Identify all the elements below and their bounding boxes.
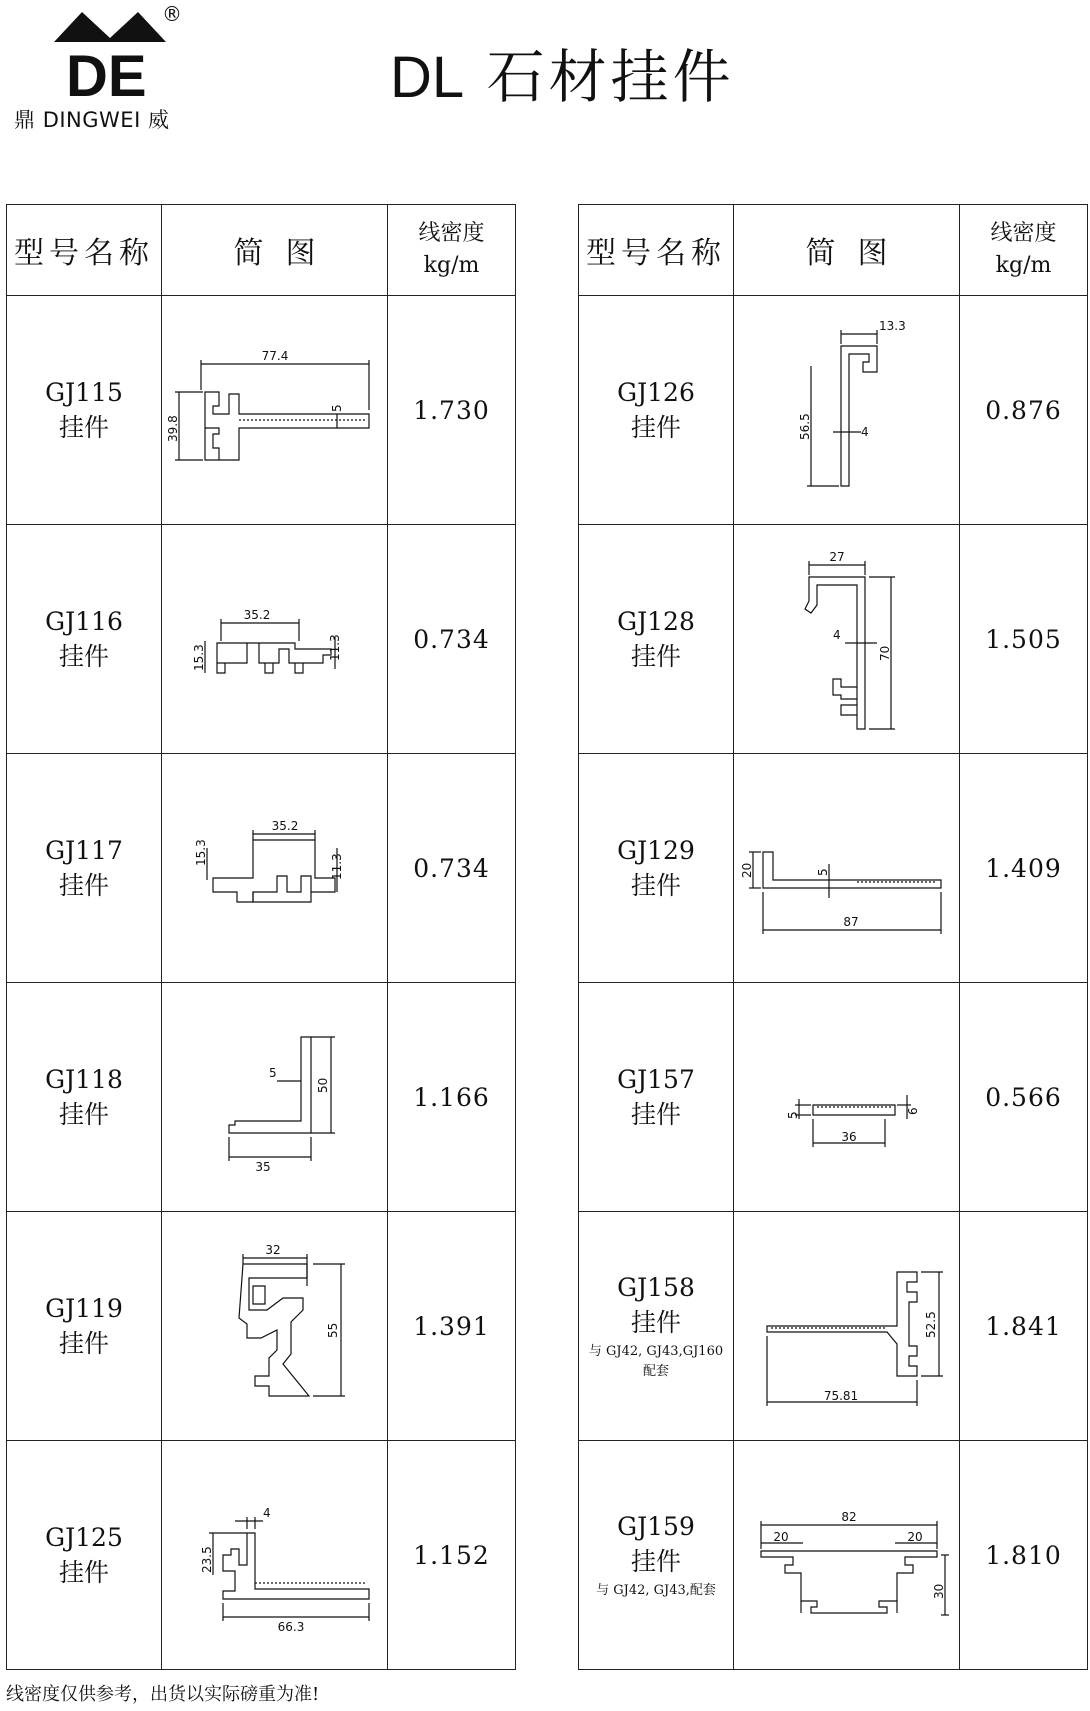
table-row xyxy=(7,1441,516,1670)
dim-label: 23.5 xyxy=(199,1546,214,1573)
dim-label: 35 xyxy=(254,1160,271,1174)
model-code: GJ116 xyxy=(45,607,123,636)
dim-label: 50 xyxy=(315,1077,330,1093)
footer-note: 线密度仅供参考，出货以实际磅重为准! xyxy=(6,1684,320,1705)
dim-label: 56.5 xyxy=(797,413,812,440)
note-line: 与 GJ42, GJ43,配套 xyxy=(596,1583,716,1598)
title-latin: DL xyxy=(390,45,465,110)
dim-label: 52.5 xyxy=(923,1311,938,1338)
table-row xyxy=(579,525,1088,754)
col-name-header: 型号名称 xyxy=(586,236,726,271)
table-header xyxy=(7,205,516,296)
part-name: 挂件 xyxy=(58,1100,109,1129)
part-name: 挂件 xyxy=(630,642,681,671)
density-header-line1: 线密度 xyxy=(418,221,485,246)
dim-label: 36 xyxy=(840,1130,857,1144)
col-density-header xyxy=(388,205,516,296)
model-code: GJ128 xyxy=(617,607,695,636)
profile-drawing-gj128 xyxy=(737,539,957,739)
compatibility-note xyxy=(579,1581,733,1601)
profile-drawing-gj115 xyxy=(165,310,385,510)
col-diagram-header: 简图 xyxy=(233,236,338,271)
table-header xyxy=(579,205,1088,296)
dim-label: 27 xyxy=(828,550,845,564)
dim-label: 6 xyxy=(905,1107,920,1115)
part-name: 挂件 xyxy=(58,642,109,671)
dim-label: 35.2 xyxy=(243,608,270,622)
profile-drawing-gj129 xyxy=(737,768,957,968)
model-code: GJ157 xyxy=(617,1065,695,1094)
dim-label: 35.2 xyxy=(271,819,298,833)
dim-label: 30 xyxy=(931,1583,946,1599)
profile-drawing-gj126 xyxy=(737,310,957,510)
dim-label: 82 xyxy=(840,1510,857,1524)
table-row xyxy=(579,1212,1088,1441)
dim-label: 15.3 xyxy=(191,644,206,671)
density-value: 1.391 xyxy=(413,1311,490,1341)
title-cjk: 石材挂件 xyxy=(486,43,735,111)
model-code: GJ126 xyxy=(617,378,695,407)
profile-drawing-gj117 xyxy=(165,768,385,968)
density-value: 1.166 xyxy=(413,1082,490,1112)
profile-drawing-gj157 xyxy=(737,997,957,1197)
density-value: 1.730 xyxy=(413,395,490,425)
dim-label: 5 xyxy=(815,868,830,876)
density-value: 1.152 xyxy=(413,1540,490,1570)
table-row xyxy=(7,983,516,1212)
page-title xyxy=(390,30,735,114)
note-line: 与 GJ42, GJ43,GJ160 xyxy=(588,1344,724,1359)
profile-drawing-gj116 xyxy=(165,539,385,739)
table-row xyxy=(7,754,516,983)
model-code: GJ115 xyxy=(45,378,123,407)
table-row xyxy=(579,983,1088,1212)
part-name: 挂件 xyxy=(630,1308,681,1337)
table-row xyxy=(579,296,1088,525)
density-value: 0.876 xyxy=(985,395,1062,425)
density-header-unit: kg/m xyxy=(995,253,1052,278)
density-value: 0.734 xyxy=(413,624,490,654)
dim-label: 11.3 xyxy=(327,634,342,661)
dim-label: 77.4 xyxy=(261,349,288,363)
part-name: 挂件 xyxy=(58,1558,109,1587)
dim-label: 5 xyxy=(785,1111,800,1119)
part-name: 挂件 xyxy=(58,413,109,442)
density-value: 0.566 xyxy=(985,1082,1062,1112)
part-name: 挂件 xyxy=(630,871,681,900)
profile-drawing-gj119 xyxy=(165,1226,385,1426)
density-header-line1: 线密度 xyxy=(990,221,1057,246)
spec-table-left xyxy=(6,204,516,1670)
spec-table-right xyxy=(578,204,1088,1670)
model-code: GJ125 xyxy=(45,1523,123,1552)
dim-label: 5 xyxy=(329,404,344,412)
dim-label: 55 xyxy=(325,1322,340,1338)
dim-label: 87 xyxy=(842,915,859,929)
dim-label: 20 xyxy=(906,1530,923,1544)
model-code: GJ117 xyxy=(45,836,123,865)
profile-drawing-gj118 xyxy=(165,997,385,1197)
dim-label: 11.3 xyxy=(329,853,344,880)
brand-left-char: 鼎 xyxy=(14,108,36,132)
dim-label: 75.81 xyxy=(823,1389,858,1403)
part-name: 挂件 xyxy=(58,1329,109,1358)
brand-right-char: 威 xyxy=(147,108,170,132)
profile-drawing-gj158 xyxy=(737,1226,957,1426)
registered-mark: ® xyxy=(162,2,182,26)
density-value: 1.409 xyxy=(985,853,1062,883)
dim-label: 15.3 xyxy=(193,839,208,866)
dim-label: 39.8 xyxy=(165,415,180,442)
dim-label: 4 xyxy=(262,1506,271,1520)
part-name: 挂件 xyxy=(630,1100,681,1129)
density-header-unit: kg/m xyxy=(423,253,480,278)
dim-label: 20 xyxy=(739,862,754,878)
part-name: 挂件 xyxy=(630,413,681,442)
compatibility-note xyxy=(579,1342,733,1382)
profile-drawing-gj159 xyxy=(737,1455,957,1655)
col-density-header xyxy=(960,205,1088,296)
brand-name-latin: DINGWEI xyxy=(42,108,141,132)
table-row xyxy=(7,525,516,754)
density-value: 1.505 xyxy=(985,624,1062,654)
model-code: GJ118 xyxy=(45,1065,123,1094)
dim-label: 4 xyxy=(860,425,869,439)
model-code: GJ159 xyxy=(617,1512,695,1541)
model-code: GJ129 xyxy=(617,836,695,865)
part-name: 挂件 xyxy=(630,1547,681,1576)
dim-label: 70 xyxy=(877,645,892,661)
model-code: GJ119 xyxy=(45,1294,123,1323)
part-name: 挂件 xyxy=(58,871,109,900)
density-value: 1.810 xyxy=(985,1540,1062,1570)
dim-label: 13.3 xyxy=(878,319,906,333)
logo-letters: DE xyxy=(66,44,147,106)
dim-label: 66.3 xyxy=(277,1620,304,1634)
dim-label: 4 xyxy=(832,628,841,642)
dim-label: 32 xyxy=(264,1243,281,1257)
table-row xyxy=(7,1212,516,1441)
profile-drawing-gj125 xyxy=(165,1455,385,1655)
note-line: 配套 xyxy=(642,1364,669,1379)
model-code: GJ158 xyxy=(617,1273,695,1302)
table-row xyxy=(579,1441,1088,1670)
brand-name xyxy=(14,104,169,134)
density-value: 1.841 xyxy=(985,1311,1062,1341)
dim-label: 5 xyxy=(268,1066,277,1080)
dim-label: 20 xyxy=(772,1530,789,1544)
table-row xyxy=(7,296,516,525)
table-row xyxy=(579,754,1088,983)
col-diagram-header: 简图 xyxy=(805,236,910,271)
density-value: 0.734 xyxy=(413,853,490,883)
col-name-header: 型号名称 xyxy=(14,236,154,271)
